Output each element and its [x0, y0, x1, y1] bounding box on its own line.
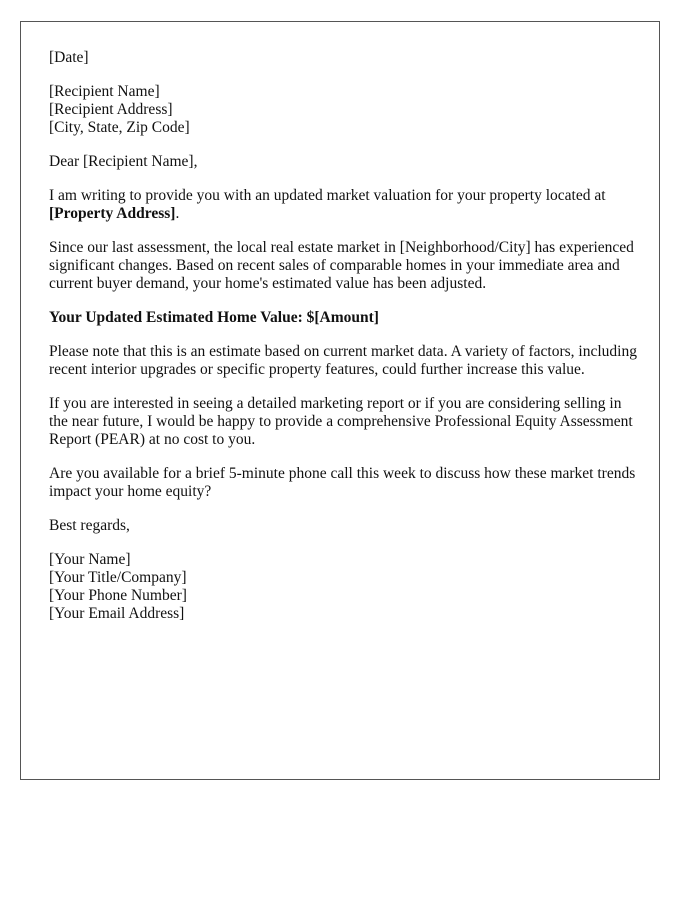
letter-body [49, 49, 639, 639]
offer-paragraph: If you are interested in seeing a detailed marketing report or if you are considering selling in the near future, I would be happy to provide a comprehensive Professional Equity Assessment Report (PEAR) at no cost to you. [49, 395, 633, 448]
date-line: [Date] [49, 49, 89, 66]
intro-text: I am writing to provide you with an updated market valuation for your property located at [49, 187, 606, 204]
signature-title-company: [Your Title/Company] [49, 569, 187, 586]
intro-end: . [175, 205, 180, 222]
closing: Best regards, [49, 517, 130, 534]
note-paragraph: Please note that this is an estimate based on current market data. A variety of factors, including recent interior upgrades or specific property features, could further increase this value. [49, 343, 637, 378]
recipient-name: [Recipient Name] [49, 83, 160, 100]
signature-email: [Your Email Address] [49, 605, 185, 622]
market-paragraph: Since our last assessment, the local real estate market in [Neighborhood/City] has experienced significant changes. Based on recent sales of comparable homes in your immediate area and current buyer demand, your home's estimated value has been adjusted. [49, 239, 634, 292]
recipient-city-state-zip: [City, State, Zip Code] [49, 119, 190, 136]
signature-block [49, 551, 639, 623]
signature-phone: [Your Phone Number] [49, 587, 187, 604]
recipient-block [49, 83, 639, 137]
signature-name: [Your Name] [49, 551, 131, 568]
property-address: [Property Address] [49, 205, 176, 222]
letter-page [20, 21, 660, 780]
intro-paragraph [49, 187, 639, 223]
recipient-address: [Recipient Address] [49, 101, 173, 118]
call-paragraph: Are you available for a brief 5-minute phone call this week to discuss how these market trends impact your home equity? [49, 465, 636, 500]
salutation: Dear [Recipient Name], [49, 153, 198, 170]
estimated-value-line: Your Updated Estimated Home Value: $[Amount] [49, 309, 379, 326]
